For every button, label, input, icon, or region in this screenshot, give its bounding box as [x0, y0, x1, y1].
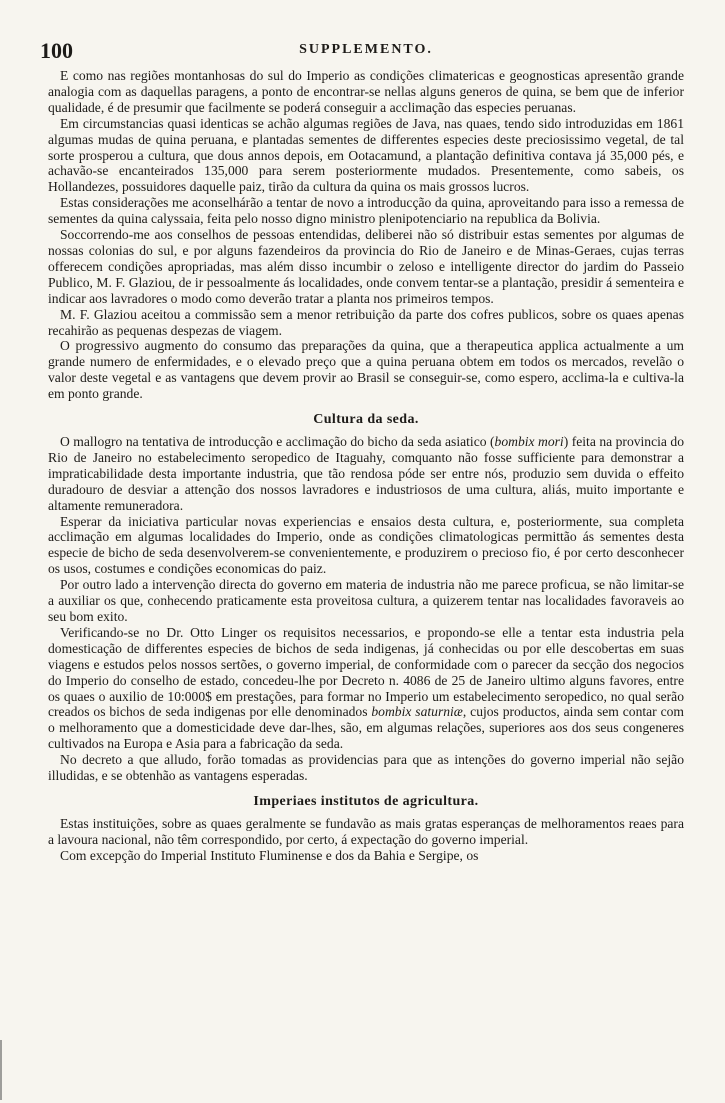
- paragraph: Por outro lado a intervenção directa do governo em materia de industria não me parece proficua, se não limitar-se a auxiliar os que, conhecendo praticamente esta proveitosa cultura, a quizerem tentar nas localidades favoraveis ao seu bom exito.: [48, 577, 684, 624]
- paragraph: Em circumstancias quasi identicas se achão algumas regiões de Java, nas quaes, tendo sido introduzidas em 1861 algumas mudas de quina peruana, e plantadas sementes de differentes especies deste preciosissimo vegetal, de tal sorte prosperou a cultura, que dous annos depois, em Ootacamund, a plantação definitiva contava já 35,000 pés, e achavão-se encanteirados 135,000 para serem posteriormente mudados. Presentemente, como sabeis, os Hollandezes, possuidores daquelle paiz, tirão da cultura da quina os mais grossos lucros.: [48, 115, 684, 195]
- running-head: SUPPLEMENTO.: [299, 42, 433, 57]
- paragraph: Esperar da iniciativa particular novas experiencias e ensaios desta cultura, e, posteriormente, sua completa acclimação em algumas localidades do Imperio, onde as condições climatologicas permittão ás sementes desta especie de bicho de seda desenvolverem-se convenientemente, e produzirem o precioso fio, é por certo desconhecer os usos, costumes e condições economicas do paiz.: [48, 513, 684, 577]
- paragraph: Soccorrendo-me aos conselhos de pessoas entendidas, deliberei não só distribuir estas sementes por algumas de nossas colonias do sul, e por alguns fazendeiros da provincia do Rio de Janeiro e de Minas-Geraes, cujas terras offerecem condições apropriadas, mas além disso incumbir o zeloso e intelligente director do jardim do Passeio Publico, M. F. Glaziou, de ir pessoalmente ás localidades, onde convem tentar-se a plantação, presidir á sementeira e indicar aos lavradores o modo como deverão tratar a planta nos primeiros tempos.: [48, 227, 684, 306]
- quina-section: [48, 68, 684, 402]
- species-name: bombix mori: [494, 434, 564, 450]
- page-header: [40, 38, 684, 68]
- silk-section: [48, 434, 684, 784]
- institutes-section: [48, 816, 684, 864]
- species-name: bombix saturniæ: [371, 704, 463, 720]
- document-page: [40, 38, 685, 864]
- paragraph: No decreto a que alludo, forão tomadas as providencias para que as intenções do governo imperial não sejão illudidas, e se obtenhão as vantagens esperadas.: [48, 752, 684, 784]
- paragraph: Estas instituições, sobre as quaes geralmente se fundavão as mais gratas esperanças de melhoramentos reaes para a lavoura nacional, não têm correspondido, por certo, á expectação do governo imperial.: [48, 815, 684, 847]
- section-heading-institutes: Imperiaes institutos de agricultura.: [253, 793, 479, 809]
- binding-edge-mark: [0, 1040, 16, 1100]
- page-number: 100: [40, 38, 73, 63]
- paragraph: Estas considerações me aconselhárão a tentar de novo a introducção da quina, aproveitando para isso a remessa de sementes da quina calyssaia, feita pelo nosso digno ministro plenipotenciario na republica da Bolivia.: [48, 195, 684, 227]
- paragraph: O progressivo augmento do consumo das preparações da quina, que a therapeutica applica actualmente a um grande numero de enfermidades, e o elevado preço que a quina peruana obtem em todos os mercados, revelão o valor deste vegetal e as vantagens que devem provir ao Brasil se conseguir-se, como espero, acclima-la e cultiva-la em ponto grande.: [48, 338, 684, 402]
- paragraph: Com excepção do Imperial Instituto Fluminense e dos da Bahia e Sergipe, os: [60, 847, 479, 863]
- paragraph: E como nas regiões montanhosas do sul do Imperio as condições climatericas e geognosticas apresentão grande analogia com as daquellas paragens, a ponto de encontrar-se nellas alguns generos de quina, se bem que de inferior qualidade, é de presumir que facilmente se poderá conseguir a acclimação das especies peruanas.: [48, 68, 684, 115]
- paragraph: M. F. Glaziou aceitou a commissão sem a menor retribuição da parte dos cofres publicos, sobre os quaes apenas recahirão as pequenas despezas de viagem.: [48, 306, 684, 338]
- section-heading-silk: Cultura da seda.: [313, 412, 419, 428]
- paragraph: O mallogro na tentativa de introducção e acclimação do bicho da seda asiatico (bombix mori) feita na provincia do Rio de Janeiro no estabelecimento seropedico de Itaguahy, comquanto não fosse sufficiente para demonstrar a impraticabilidade desta importante industria, que tão rendosa póde ser entre nós, produzio sem duvida o effeito duradouro de desviar a attenção dos nossos lavradores e industriosos de uma cultura, aliás, muito importante e altamente remuneradora.: [48, 434, 685, 513]
- paragraph: Verificando-se no Dr. Otto Linger os requisitos necessarios, e propondo-se elle a tentar esta industria pela domesticação de differentes especies de bichos de seda indigenas, já conhecidas ou por elle descobertas em suas viagens e estudos pelos nossos sertões, o governo imperial, de conformidade com o parecer da secção dos negocios do Imperio do conselho de estado, concedeu-lhe por Decreto n. 4086 de 25 de Janeiro ultimo alguns favores, entre os quaes o auxilio de 10:000$ em prestações, para formar no Imperio um estabelecimento seropedico, no qual serão creados os bichos de seda indigenas por elle denominados bombix saturniæ, cujos productos, ainda sem contar com o melhoramento que a domesticidade deve dar-lhes, são, em algumas relações, superiores aos dos seus congeneres cultivados na Europa e Asia para a fabricação da seda.: [48, 624, 684, 752]
